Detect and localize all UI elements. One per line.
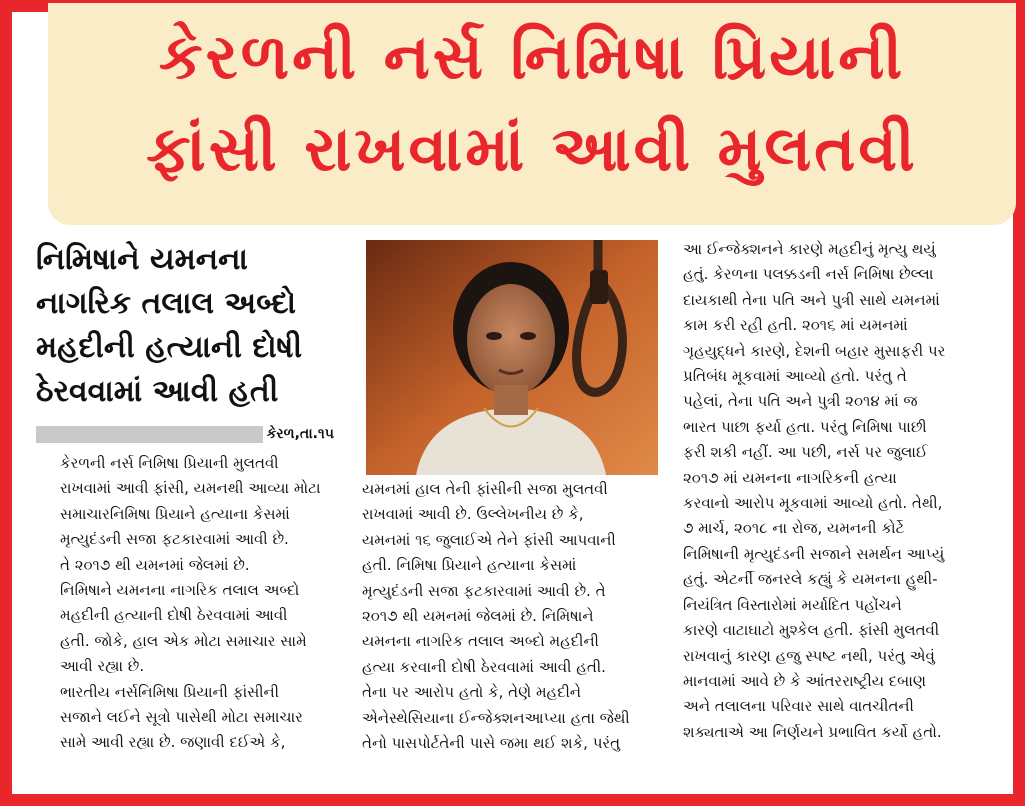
text-line: એનેસ્થેસિયાના ઈન્જેક્શનઆપ્યા હતા જેથી <box>362 708 630 727</box>
subheadline-line-3: મહદીની હત્યાની દોષી <box>36 330 303 365</box>
text-line: દાયકાથી તેના પતિ અને પુત્રી સાથે યમનમાં <box>683 290 940 309</box>
text-line: ભારત પાછા ફર્યા હતા. પરંતુ નિમિષા પાછી <box>683 417 927 436</box>
subheadline-line-1: નિમિષાને યમનના <box>36 242 248 277</box>
dateline: કેરળ,તા.૧૫ <box>263 424 338 444</box>
text-line: સજાને લઈને સૂત્રો પાસેથી મોટા સમાચાર <box>60 708 303 727</box>
text-line: નિયંત્રિત વિસ્તારોમાં મર્યાદિત પહોંચને <box>683 595 902 614</box>
headline-line-1: કેરળની નર્સ નિમિષા પ્રિયાની <box>158 20 906 93</box>
paragraph-3 <box>36 680 340 756</box>
text-line: કામ કરી રહી હતી. ૨૦૧૬ માં યમનમાં <box>683 316 908 335</box>
text-line: કેરળની નર્સ નિમિષા પ્રિયાની મુલતવી <box>60 454 279 472</box>
text-line: પ્રતિબંધ મૂકવામાં આવ્યો હતો. પરંતુ તે <box>683 367 907 386</box>
paragraph-2 <box>36 553 340 680</box>
text-line: કરવાનો આરોપ મૂકવામાં આવ્યો હતો. તેથી, <box>683 494 943 513</box>
text-line: હત્યા કરવાની દોષી ઠેરવવામાં આવી હતી. <box>362 657 606 676</box>
text-line: ૨૦૧૭ માં યમનના નાગરિકની હત્યા <box>683 468 897 487</box>
text-line: હતી. નિમિષા પ્રિયાને હત્યાના કેસમાં <box>362 556 577 575</box>
text-line: મહદીની હત્યાની દોષી ઠેરવવામાં આવી <box>60 606 288 625</box>
text-line: હતી. જોકે, હાલ એક મોટા સમાચાર સામે <box>60 631 307 650</box>
headline-line-2: ફાંસી રાખવામાં આવી મુલતવી <box>146 112 918 185</box>
text-line: રાખવાનું કારણ હજુ સ્પષ્ટ નથી, પરંતુ એવું <box>683 646 935 665</box>
text-line: ફરી શકી નહીં. આ પછી, નર્સ પર જુલાઈ <box>683 443 928 462</box>
text-line: આ ઈન્જેક્શનને કારણે મહદીનું મૃત્યુ થયું <box>683 240 936 258</box>
text-line: સમાચારનિમિષા પ્રિયાને હત્યાના કેસમાં <box>60 504 290 523</box>
text-line: રાખવામાં આવી ફાંસી, યમનથી આવ્યા મોટા <box>60 479 321 498</box>
text-line: શક્યતાએ આ નિર્ણયને પ્રભાવિત કર્યો હતો. <box>683 722 942 741</box>
paragraph-1 <box>36 451 340 553</box>
subheadline-line-4: ઠેરવવામાં આવી હતી <box>36 374 279 409</box>
article-column-3 <box>683 237 983 745</box>
text-line: તેનો પાસપોર્ટતેની પાસે જમા થઈ શકે, પરંતુ <box>362 734 621 753</box>
text-line: મૃત્યુદંડની સજા ફટકારવામાં આવી છે. <box>60 530 289 549</box>
text-line: યમનના નાગરિક તલાલ અબ્દો મહદીની <box>362 632 599 651</box>
text-line: સામે આવી રહ્યા છે. જણાવી દઈએ કે, <box>60 733 286 752</box>
article-column-2 <box>362 477 662 756</box>
subheadline <box>36 238 338 414</box>
text-line: હતું. કેરળના પલક્કડની નર્સ નિમિષા છેલ્લા <box>683 265 934 284</box>
text-line: પહેલાં, તેના પતિ અને પુત્રી ૨૦૧૪ માં જ <box>683 392 918 411</box>
text-line: મૃત્યુદંડની સજા ફટકારવામાં આવી છે. તે <box>362 581 606 600</box>
article-column-1 <box>36 451 340 756</box>
text-line: કારણે વાટાઘાટો મુશ્કેલ હતી. ફાંસી મુલતવી <box>683 621 940 640</box>
text-line: ૭ માર્ચ, ૨૦૧૮ ના રોજ, યમનની કોર્ટે <box>683 519 905 538</box>
photo-illustration <box>366 240 658 475</box>
text-line: અને તલાલના પરિવાર સાથે વાતચીતની <box>683 697 914 716</box>
text-line: હતું. એટર્ની જનરલે કહ્યું કે યમનના હુથી- <box>683 570 938 589</box>
text-line: ૨૦૧૭ થી યમનમાં જેલમાં છે. નિમિષાને <box>362 607 594 626</box>
dateline-bar <box>36 426 338 443</box>
nimisha-priya-photo <box>366 240 658 475</box>
text-line: રાખવામાં આવી છે. ઉલ્લેખનીય છે કે, <box>362 505 584 524</box>
text-line: માનવામાં આવે છે કે આંતરરાષ્ટ્રીય દબાણ <box>683 671 926 690</box>
headline-banner <box>48 3 1016 225</box>
text-line: આવી રહ્યા છે. <box>60 657 145 676</box>
text-line: યમનમાં ૧૬ જુલાઈએ તેને ફાંસી આપવાની <box>362 530 616 549</box>
text-line: ભારતીય નર્સનિમિષા પ્રિયાની ફાંસીની <box>60 682 280 701</box>
subheadline-line-2: નાગરિક તલાલ અબ્દો <box>36 286 296 321</box>
text-line: તેના પર આરોપ હતો કે, તેણે મહદીને <box>362 683 582 702</box>
text-line: યમનમાં હાલ તેની ફાંસીની સજા મુલતવી <box>362 480 608 498</box>
text-line: નિમિષાની મૃત્યુદંડની સજાને સમર્થન આપ્યું <box>683 544 945 563</box>
text-line: ગૃહયુદ્ધને કારણે, દેશની બહાર મુસાફરી પર <box>683 341 946 360</box>
text-line: તે ૨૦૧૭ થી યમનમાં જેલમાં છે. <box>60 555 250 574</box>
text-line: નિમિષાને યમનના નાગરિક તલાલ અબ્દો <box>60 581 300 600</box>
